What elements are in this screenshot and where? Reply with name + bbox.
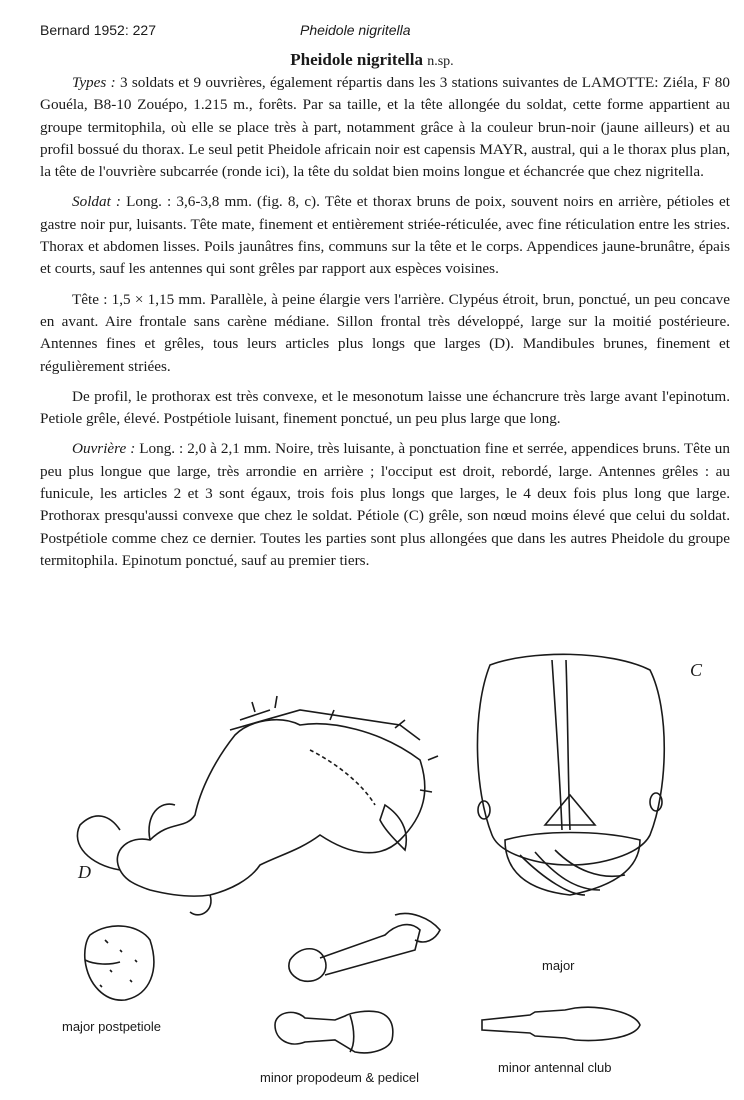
- paragraph-lead: Soldat :: [72, 193, 121, 211]
- paragraph-lead: Ouvrière :: [72, 440, 136, 458]
- caption-minor-antennal-club: minor antennal club: [498, 1060, 612, 1075]
- paragraph-text: 3 soldats et 9 ouvrières, également répartis dans les 3 stations suivantes de LAMOTTE: Ziéla, F 80 Gouéla, B8-10 Zouépo, 1.215 m., forêts. Par sa taille, et la tête allongée du soldat, cette forme appartient au groupe termitophila, où elle se place très à part, notamment grâce à la couleur brun-noir (jaune ailleurs) et au profil bossué du thorax. Le seul petit Pheidole africain noir est capensis MAYR, austral, qui a le thorax plus plan, la tête de l'ouvrière subcarrée (ronde ici), la tête du soldat bien moins longue et échancrée que chez nigritella.: [40, 74, 730, 181]
- citation-header: Bernard 1952: 227: [40, 22, 156, 38]
- minor-petiole-drawing: [289, 913, 440, 981]
- figure-plate: [0, 640, 744, 1095]
- soldier-profile-drawing: [77, 696, 438, 915]
- species-header: Pheidole nigritella: [300, 22, 411, 38]
- species-name: Pheidole nigritella: [290, 50, 423, 69]
- figure-letter-c: C: [690, 660, 703, 680]
- paragraph-tete: [40, 289, 730, 378]
- caption-major: major: [542, 958, 575, 973]
- major-head-drawing: [477, 654, 664, 895]
- paragraph-ouvriere: [40, 438, 730, 572]
- species-title: [0, 50, 744, 70]
- paragraph-lead: Types :: [72, 74, 116, 91]
- caption-minor-propodeum: minor propodeum & pedicel: [260, 1070, 419, 1085]
- paragraph-text: Long. : 3,6-3,8 mm. (fig. 8, c). Tête et thorax bruns de poix, souvent noirs en arrière, pétioles et gastre noir pur, luisants. Tête mate, finement et entièrement striée-réticulée, avec fine réticulation entre les stries. Thorax et abdomen lisses. Poils jaunâtres fins, communs sur la tête et le corps. Appendices jaune-brunâtre, épais et courts, sauf les antennes qui sont grêles par rapport aux espèces voisines.: [40, 193, 731, 278]
- paragraph-soldat: [40, 191, 730, 280]
- paragraph-profil: [40, 386, 730, 431]
- minor-propodeum-drawing: [275, 1011, 393, 1053]
- minor-antenna-drawing: [482, 1007, 640, 1040]
- paragraph-text: Tête : 1,5 × 1,15 mm. Parallèle, à peine élargie vers l'arrière. Clypéus étroit, brun, ponctué, un peu concave en avant. Aire frontale sans carène médiane. Sillon frontal très développé, large sur la moitié postérieure. Antennes fines et grêles, tous leurs articles plus longs que larges (D). Mandibules brunes, finement et régulièrement striées.: [40, 290, 730, 375]
- species-status: n.sp.: [427, 54, 454, 69]
- caption-major-postpetiole: major postpetiole: [62, 1019, 161, 1034]
- description-body: [40, 72, 730, 580]
- paragraph-text: Long. : 2,0 à 2,1 mm. Noire, très luisante, à ponctuation fine et serrée, appendices bruns. Tête un peu plus longue que large, très arrondie en arrière ; l'occiput est droit, rebordé, large. Antennes grêles : au funicule, les articles 2 et 3 sont égaux, trois fois plus longs que larges, le 4 deux fois plus long que large. Prothorax presqu'aussi convexe que chez le soldat. Pétiole (C) grêle, son nœud moins élevé que celui du soldat. Postpétiole comme chez ce dernier. Toutes les parties sont plus allongées que dans les autres Pheidole du groupe termitophila. Epinotum ponctué, sauf au premier tiers.: [40, 440, 730, 569]
- paragraph-types: [40, 72, 730, 183]
- figure-letter-d: D: [78, 862, 91, 882]
- major-postpetiole-drawing: [85, 926, 154, 1000]
- paragraph-text: De profil, le prothorax est très convexe, et le mesonotum laisse une échancrure très large avant l'epinotum. Petiole grêle, élevé. Postpétiole luisant, finement ponctué, un peu plus large que long.: [40, 387, 730, 428]
